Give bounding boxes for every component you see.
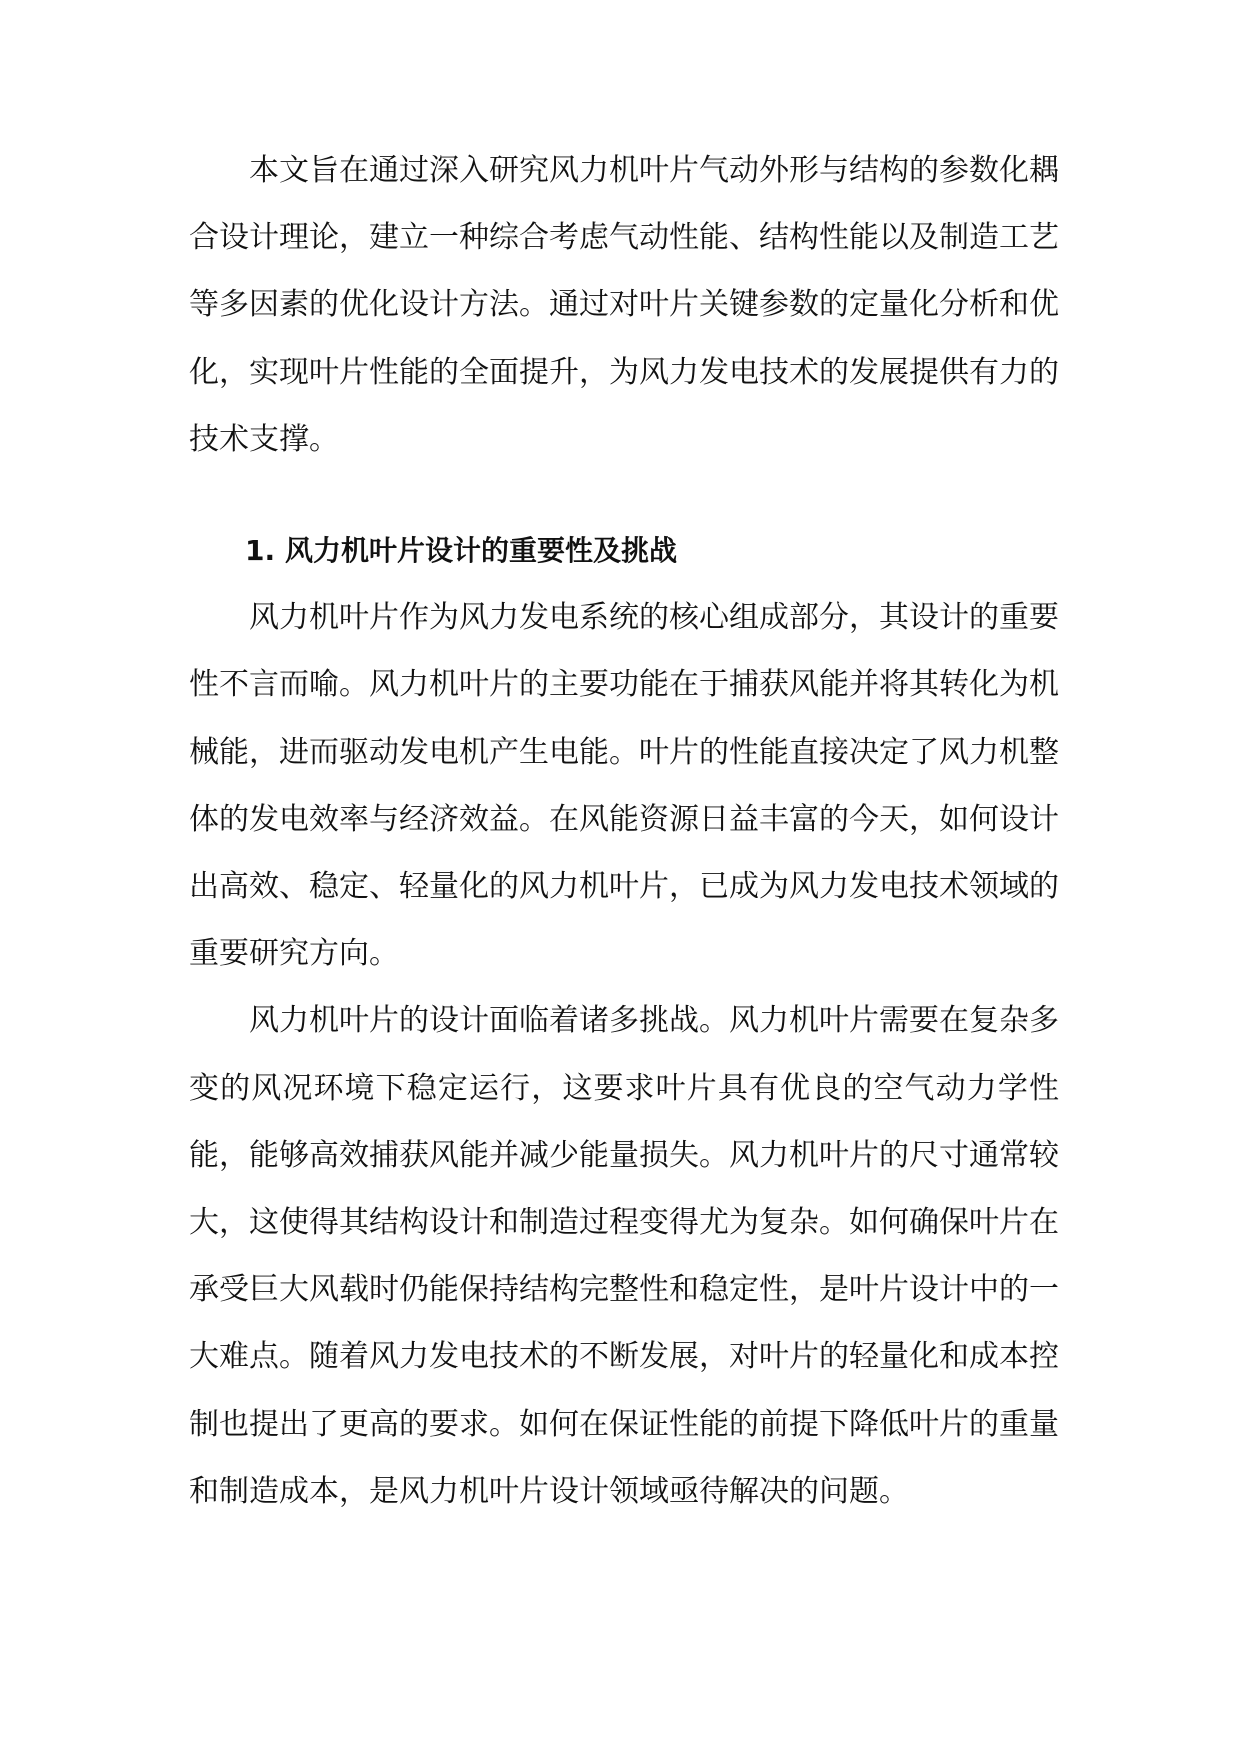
section-heading xyxy=(189,517,1059,584)
body-paragraph-importance: 风力机叶片作为风力发电系统的核心组成部分，其设计的重要性不言而喻。风力机叶片的主要功能在于捕获风能并将其转化为机械能，进而驱动发电机产生电能。叶片的性能直接决定了风力机整体的发电效率与经济效益。在风能资源日益丰富的今天，如何设计出高效、稳定、轻量化的风力机叶片，已成为风力发电技术领域的重要研究方向。 xyxy=(189,600,1059,972)
section-title: 风力机叶片设计的重要性及挑战 xyxy=(285,534,678,568)
intro-paragraph: 本文旨在通过深入研究风力机叶片气动外形与结构的参数化耦合设计理论，建立一种综合考虑气动性能、结构性能以及制造工艺等多因素的优化设计方法。通过对叶片关键参数的定量化分析和优化，实现叶片性能的全面提升，为风力发电技术的发展提供有力的技术支撑。 xyxy=(189,153,1059,457)
section-number: 1. xyxy=(245,534,276,568)
body-paragraph-challenges: 风力机叶片的设计面临着诸多挑战。风力机叶片需要在复杂多变的风况环境下稳定运行，这要求叶片具有优良的空气动力学性能，能够高效捕获风能并减少能量损失。风力机叶片的尺寸通常较大，这使得其结构设计和制造过程变得尤为复杂。如何确保叶片在承受巨大风载时仍能保持结构完整性和稳定性，是叶片设计中的一大难点。随着风力发电技术的不断发展，对叶片的轻量化和成本控制也提出了更高的要求。如何在保证性能的前提下降低叶片的重量和制造成本，是风力机叶片设计领域亟待解决的问题。 xyxy=(189,1003,1059,1509)
document-body xyxy=(189,137,1059,1525)
